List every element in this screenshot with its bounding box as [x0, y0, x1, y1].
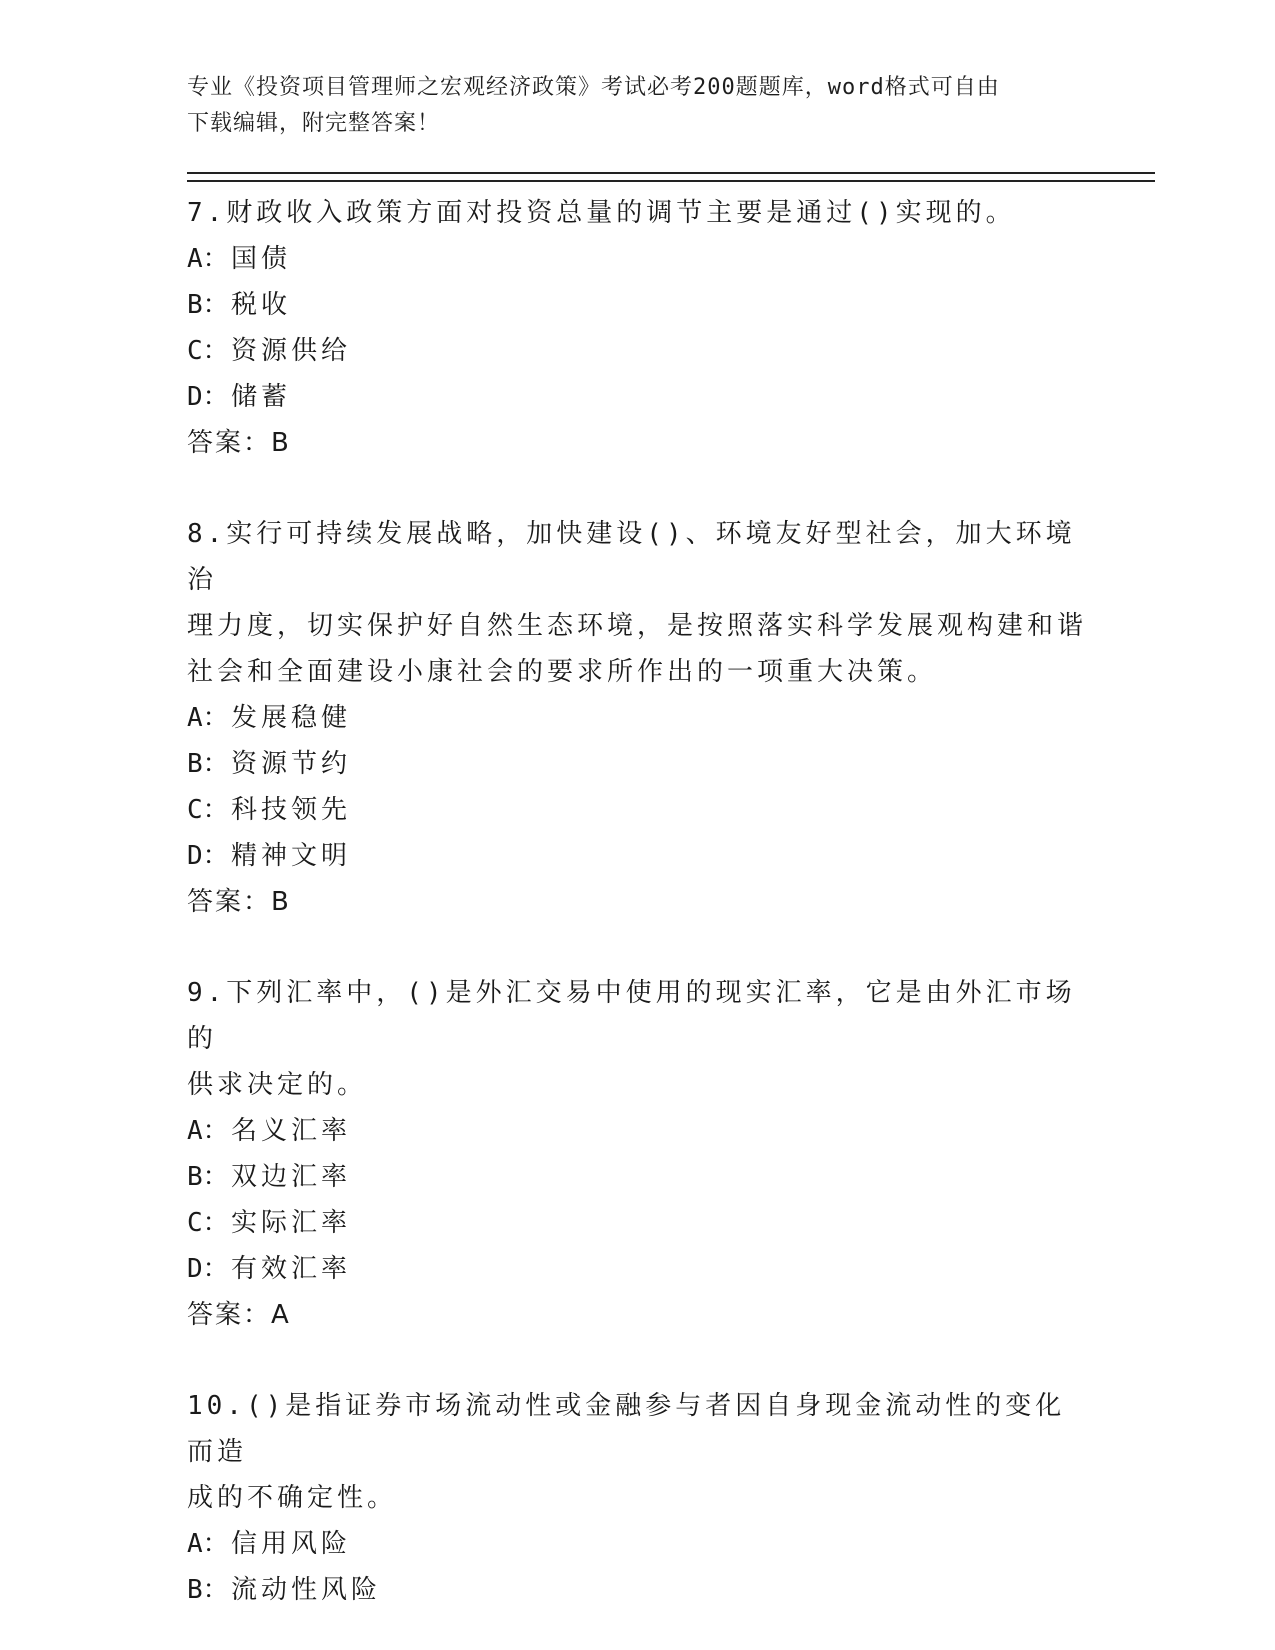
question-stem-line-1: 8.实行可持续发展战略，加快建设()、环境友好型社会，加大环境治 [187, 519, 1076, 595]
option-letter: A： [187, 244, 229, 274]
option-letter: B： [187, 290, 229, 320]
question-list [187, 190, 1087, 1613]
option-text: 名义汇率 [231, 1116, 352, 1146]
question-10 [187, 1383, 1087, 1613]
option-letter: B： [187, 749, 229, 779]
header-divider-top [187, 172, 1155, 174]
option-letter: D： [187, 382, 229, 412]
option-b [187, 1567, 1087, 1613]
header-line-2: 下载编辑，附完整答案！ [187, 111, 441, 136]
option-d [187, 1246, 1087, 1292]
option-letter: A： [187, 1116, 229, 1146]
question-stem: 7.财政收入政策方面对投资总量的调节主要是通过()实现的。 [187, 198, 1016, 228]
option-b [187, 282, 1087, 328]
option-text: 税收 [231, 290, 292, 320]
option-text: 实际汇率 [231, 1208, 352, 1238]
option-text: 发展稳健 [231, 703, 352, 733]
question-stem-line-2: 成的不确定性。 [187, 1483, 398, 1513]
option-letter: C： [187, 795, 229, 825]
option-letter: D： [187, 1254, 229, 1284]
option-c [187, 787, 1087, 833]
question-stem-line-1: 9.下列汇率中，()是外汇交易中使用的现实汇率，它是由外汇市场的 [187, 978, 1076, 1054]
option-text: 资源节约 [231, 749, 352, 779]
option-letter: C： [187, 1208, 229, 1238]
question-spacer [187, 925, 1087, 970]
question-stem-line-3: 社会和全面建设小康社会的要求所作出的一项重大决策。 [187, 657, 938, 687]
option-text: 储蓄 [231, 382, 292, 412]
option-text: 资源供给 [231, 336, 352, 366]
header-line-1: 专业《投资项目管理师之宏观经济政策》考试必考200题题库，word格式可自由 [187, 75, 1000, 100]
option-d [187, 833, 1087, 879]
option-a [187, 236, 1087, 282]
option-d [187, 374, 1087, 420]
question-spacer [187, 466, 1087, 511]
option-letter: B： [187, 1575, 229, 1605]
option-a [187, 695, 1087, 741]
question-stem-line-2: 供求决定的。 [187, 1070, 368, 1100]
header-divider-bottom [187, 180, 1155, 182]
question-7 [187, 190, 1087, 466]
question-8 [187, 511, 1087, 925]
question-stem-line-2: 理力度，切实保护好自然生态环境，是按照落实科学发展观构建和谐 [187, 611, 1088, 641]
option-c [187, 328, 1087, 374]
option-letter: A： [187, 703, 229, 733]
option-a [187, 1108, 1087, 1154]
document-header [187, 70, 1067, 142]
option-b [187, 1154, 1087, 1200]
question-9 [187, 970, 1087, 1338]
option-text: 双边汇率 [231, 1162, 352, 1192]
option-c [187, 1200, 1087, 1246]
option-b [187, 741, 1087, 787]
option-letter: D： [187, 841, 229, 871]
option-text: 国债 [231, 244, 292, 274]
question-spacer [187, 1338, 1087, 1383]
option-text: 有效汇率 [231, 1254, 352, 1284]
answer-line: 答案：B [187, 428, 291, 458]
question-stem-line-1: 10.()是指证券市场流动性或金融参与者因自身现金流动性的变化而造 [187, 1391, 1066, 1467]
option-letter: C： [187, 336, 229, 366]
option-text: 科技领先 [231, 795, 352, 825]
answer-line: 答案：A [187, 1300, 291, 1330]
answer-line: 答案：B [187, 887, 291, 917]
option-text: 精神文明 [231, 841, 352, 871]
option-text: 信用风险 [231, 1529, 352, 1559]
option-a [187, 1521, 1087, 1567]
option-text: 流动性风险 [231, 1575, 382, 1605]
option-letter: B： [187, 1162, 229, 1192]
option-letter: A： [187, 1529, 229, 1559]
